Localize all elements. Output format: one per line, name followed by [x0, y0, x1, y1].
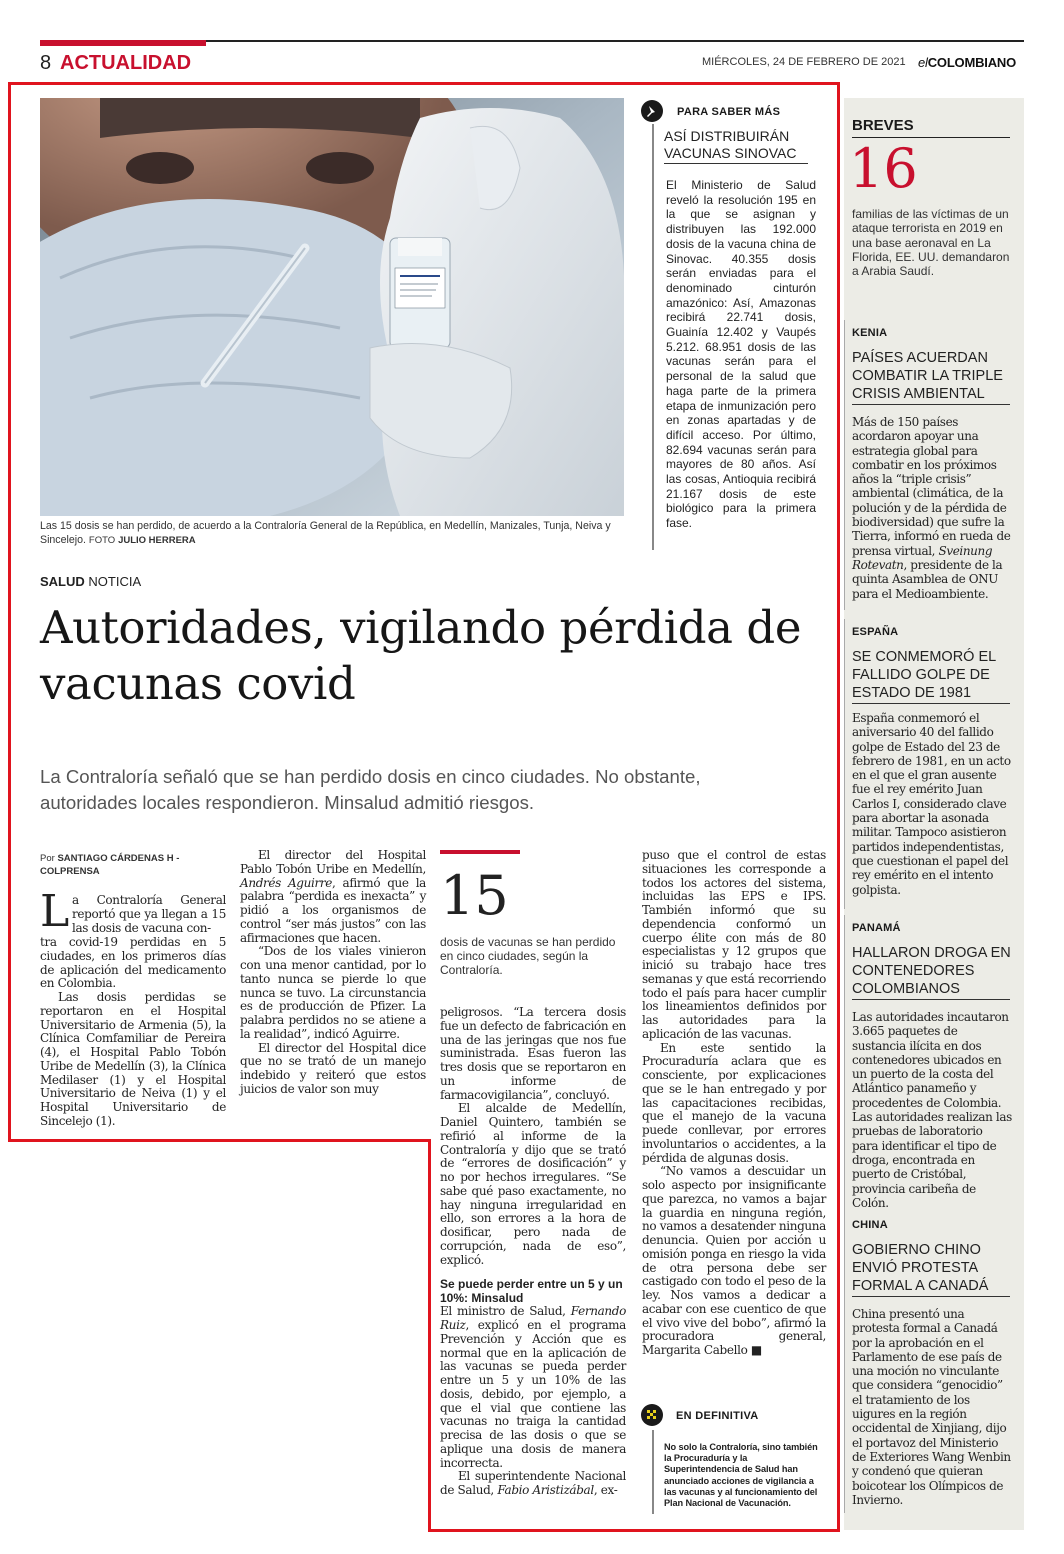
byline-prefix: Por [40, 853, 55, 864]
brief-title-panama: HALLARON DROGA EN CONTENEDORES COLOMBIANOS [852, 945, 1011, 997]
paragraph: El director del Hospital dice que no se trató de un manejo indebido y reiteró que estos juicios de valor son muy [240, 1040, 426, 1096]
photo-credit-name: JULIO HERRERA [118, 534, 196, 546]
highlight-frame-step [8, 1139, 430, 1142]
lead-paragraph-rest: tra covid-19 perdidas en 5 ciudades, en los primeros días de aplicación del medicamento en Colombia. [40, 935, 226, 991]
stat-number: 15 [440, 864, 509, 927]
paragraph: El ministro de Salud, Fernando Ruiz, explicó en el programa Prevención y Acción que es normal que en la aplicación de las vacunas se pueda perder entre un 5 y un 10% de las dosis, debido, por ejemplo, a que el vial que contiene las vacunas no traiga la cantidad precisa de las dosis o que se aplique una dosis de manera incorrecta. [440, 1304, 627, 1470]
brief-rule [844, 619, 845, 909]
kicker-section: SALUD [40, 574, 85, 589]
headline: Autoridades, vigilando pérdida de vacunas covid [40, 601, 802, 710]
brief-rule [844, 320, 845, 610]
brief-tag-kenia: KENIA [852, 327, 888, 339]
brief-tag-panama: PANAMÁ [852, 922, 901, 934]
paragraph: El alcalde de Medellín, Daniel Quintero, también se refirió al informe de la Contraloría y dijo que se trató de “errores de dosificación” y no por hechos irregulares. “Se sabe qué paso exactamente, no hay ninguna irregularidad en ello, son errores a la hora de dosificar, pero nada de corrupción, nada de eso”, explicó. [440, 1101, 626, 1267]
drop-cap: L [40, 886, 70, 937]
brief-underline [852, 999, 1010, 1000]
brief-underline [852, 1296, 1010, 1297]
stat-description: dosis de vacunas se han perdido en cinco ciudades, según la Contraloría. [440, 935, 616, 977]
checkered-icon [641, 1404, 663, 1426]
highlight-frame-inner-left [428, 1139, 431, 1532]
end-mark: ■ [750, 1343, 762, 1357]
brief-rule [844, 915, 845, 1215]
highlight-frame-right [837, 82, 840, 1532]
brief-title-espana: SE CONMEMORÓ EL FALLIDO GOLPE DE ESTADO DE 1981 [852, 649, 996, 701]
photo-credit-label: FOTO [88, 534, 116, 546]
page-number: 8 [40, 52, 52, 74]
title-underline [664, 163, 808, 164]
person-name: Sveinung Rotevatn [852, 543, 993, 572]
person-name: Fabio Aristizábal [497, 1483, 594, 1497]
brief-text-kenia: Más de 150 países acordaron apoyar una estrategia global para combatir en los próximos años la “triple crisis” ambiental (climática, de la polución y de la pérdida de biodiversidad) que sufre la Tierra, informó en rueda de prensa virtual, Sveinung Rotevatn, presidente de la quinta Asamblea de ONU para el Medioambiente. [852, 415, 1011, 601]
highlight-frame-bottom [428, 1529, 840, 1532]
paragraph: puso que el control de estas situaciones les corresponde a todos los actores del sistema, incluidas las EPS e IPS. También informó que su dependencia conformó un cuerpo élite con más de 80 especialistas y 12 grupos que inició su trabajo hace tres semanas y que está recorriendo todo el país para hacer cumplir los lineamientos definidos por las autoridades para la aplicación de las vacunas. [642, 848, 826, 1041]
kicker-type: NOTICIA [88, 574, 142, 589]
brief-title-china: GOBIERNO CHINO ENVIÓ PROTESTA FORMAL A CANADÁ [852, 1242, 989, 1294]
newspaper-logo: elCOLOMBIANO [918, 55, 1016, 70]
breves-big-number-text: familias de las víctimas de un ataque terrorista en 2019 en una base aeronaval en La Florida, EE. UU. demandaron a Arabia Saudí. [852, 207, 1010, 279]
column-2 [240, 849, 426, 1097]
brief-tag-espana: ESPAÑA [852, 626, 899, 638]
brief-text-espana: España conmemoró el aniversario 40 del fallido golpe de Estado del 23 de febrero de 1981, en un acto en el que el gran ausente fue el rey emérito Juan Carlos I, considerado clave para abortar la asonada militar. Tampoco asistieron partidos independentistas, que cuestionan el papel del rey emérito en el intento golpista. [852, 711, 1011, 897]
paragraph: El superintendente Nacional de Salud, Fabio Aristizábal, ex- [440, 1469, 626, 1497]
person-name: Fernando Ruiz [440, 1304, 627, 1332]
vaccine-vial-photo [40, 98, 624, 516]
pin-icon [641, 100, 663, 122]
brief-tag-china: CHINA [852, 1219, 888, 1231]
section-name: ACTUALIDAD [60, 52, 192, 74]
highlight-frame-top [8, 82, 840, 85]
sidebox-rule [652, 1430, 654, 1514]
byline [40, 852, 220, 878]
brief-text-panama: Las autoridades incautaron 3.665 paquetes de sustancia ilícita en dos contenedores ubicados en un puerto de la costa del Atlántico panameño y procedentes de Colombia. Las autoridades realizan las pruebas de laboratorio para identificar el tipo de droga, encontrada en puerto de Cristóbal, provincia caribeña de Colón. [852, 1010, 1012, 1210]
stat-accent-bar [440, 850, 520, 854]
highlight-frame-left [8, 82, 11, 1142]
column-3 [440, 1006, 626, 1498]
brief-text-china: China presentó una protesta formal a Canadá por la aprobación en el Parlamento de ese país de una moción no vinculante que considera “genocidio” el tratamiento de los uigures en la región occidental de Xinjiang, dijo el portavoz del Ministerio de Exteriores Wang Wenbin y condenó que quieran boicotear los Olímpicos de Invierno. [852, 1307, 1011, 1507]
para-saber-mas-label: PARA SABER MÁS [677, 106, 781, 118]
paragraph: “No vamos a descuidar un solo aspecto por insignificante que parezca, no vamos a bajar la guardia en ninguna región, no vamos a desatender ninguna denuncia. Quien por acción u omisión ponga en riesgo la vida de otra persona debe ser castigado con todo el peso de la ley. Nos vamos a dedicar a acabar con ese cuentico de que el vivo vive del bobo”, afirmó la procuradora general, Margarita Cabello ■ [642, 1164, 826, 1357]
article-photo [40, 98, 624, 516]
en-definitiva-body: No solo la Contraloría, sino también la Procuraduría y la Superintendencia de Salud han anunciado acciones de vigilancia a las vacunas y al funcionamiento del Plan Nacional de Vacunación. [664, 1442, 818, 1509]
para-saber-mas-title: ASÍ DISTRIBUIRÁN VACUNAS SINOVAC [664, 128, 797, 161]
brief-underline [852, 404, 1010, 405]
paragraph: El director del Hospital Pablo Tobón Uribe en Medellín, Andrés Aguirre, afirmó que la palabra “perdida es inexacta” y pidió a los organismos de control “ser más justos” con las afirmaciones que hacen. [240, 848, 426, 945]
paragraph: “Dos de los viales vinieron con una menor cantidad, por lo tanto nunca se pierde lo que nunca se tuvo. La circunstancia es de producción de Pfizer. La palabra perdidos no se atiene a la realidad”, indicó Aguirre. [240, 944, 426, 1041]
brief-underline [852, 703, 1010, 704]
brief-title-kenia: PAÍSES ACUERDAN COMBATIR LA TRIPLE CRISIS AMBIENTAL [852, 350, 1003, 402]
sidebox-rule [652, 124, 654, 550]
article-kicker [40, 574, 141, 589]
para-saber-mas-body: El Ministerio de Salud reveló la resolución 195 en la que se asignan y distribuyen las 192.000 dosis de la vacuna china de Sinovac. 40.355 dosis serán enviadas para el denominado cinturón amazónico: Así, Amazonas recibirá 22.741 dosis, Guainía 12.402 y Vaupés 5.212. 68.951 dosis de las vacunas serán para el personal de la salud que haga parte de la primera etapa de inmunización pero en zonas apartadas y de difícil acceso. Por último, 82.694 vacunas serán para mayores de 80 años. Así las cosas, Antioquia recibirá 21.167 dosis de este biológico para la primera fase. [666, 178, 816, 531]
en-definitiva-label: EN DEFINITIVA [676, 1410, 759, 1422]
paragraph: Las dosis perdidas se reportaron en el Hospital Universitario de Armenia (5), la Clínica Comfamiliar de Pereira (4), el Hospital Pablo Tobón Uribe de Medellín (3), la Clínica Medilaser (1) y el Hospital Universitario de Neiva (1) y el Hospital Universitario de Sincelejo (1). [40, 990, 226, 1128]
photo-caption [40, 520, 624, 547]
section-accent-bar [40, 40, 206, 46]
brief-rule [844, 1213, 845, 1513]
paragraph: En este sentido la Procuraduría aclara que es consciente, por explicaciones que se le han entregado y por las capacitaciones recibidas, que el manejo de la vacuna puede conllevar, por errores involuntarios o accidentes, a la pérdida de algunas dosis. [642, 1040, 826, 1165]
byline-name: SANTIAGO CÁRDENAS H - COLPRENSA [40, 853, 180, 877]
breves-label: BREVES [852, 117, 914, 134]
caption-text: Las 15 dosis se han perdido, de acuerdo a la Contraloría General de la República, en Medellín, Manizales, Tunja, Neiva y Sincelejo. [40, 520, 611, 546]
paragraph: peligrosos. “La tercera dosis fue un defecto de fabricación en una de las jeringas que nos fue suministrada. Esas fueron las tres dosis que se reportaron en un informe de farmacovigilancia”, concluyó. [440, 1005, 626, 1102]
column-1 [40, 936, 226, 1129]
lead-paragraph-start: a Contraloría General reportó que ya llegan a 15 las dosis de vacuna con- [72, 893, 226, 935]
column-4 [642, 849, 826, 1358]
column-1-lead [72, 894, 226, 935]
subhead: Se puede perder entre un 5 y un 10%: Minsalud [440, 1277, 623, 1306]
article-deck: La Contraloría señaló que se han perdido dosis en cinco ciudades. No obstante, autoridades locales respondieron. Minsalud admitió riesgos. [40, 766, 701, 813]
breves-big-number: 16 [849, 137, 918, 200]
issue-date: MIÉRCOLES, 24 DE FEBRERO DE 2021 [702, 56, 906, 68]
person-name: Andrés Aguirre [240, 875, 333, 890]
